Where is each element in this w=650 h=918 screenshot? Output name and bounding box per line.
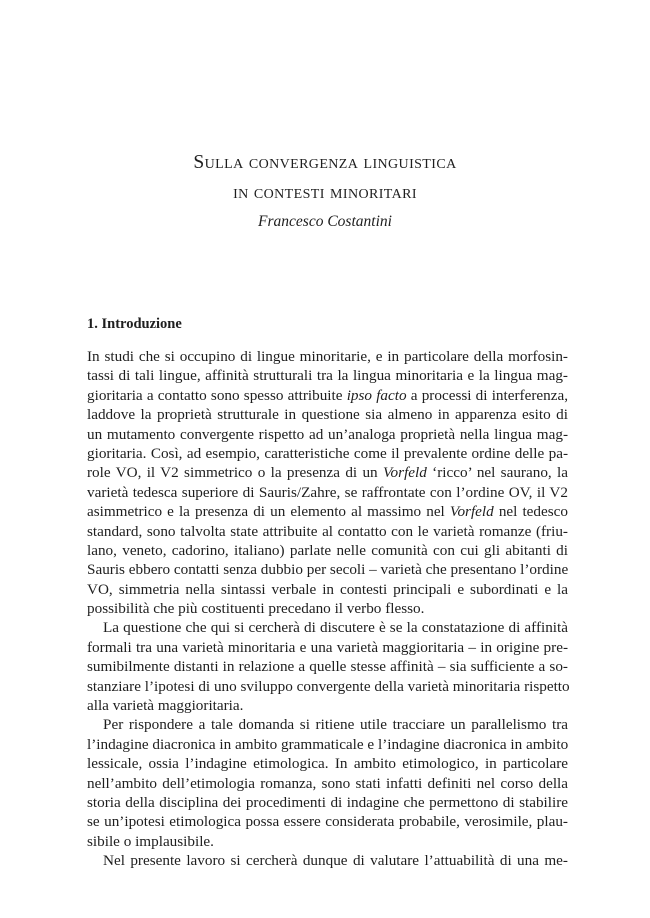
title-line-2: in contesti minoritari — [233, 182, 417, 203]
text-line: standard, sono talvolta state attribuite al contatto con le varietà romanze (friu- — [87, 522, 568, 540]
text-line: asimmetrico e la presenza di un elemento al massimo nel Vorfeld nel tedesco — [87, 503, 568, 521]
text-line: tassi di tali lingue, affinità strutturali tra la lingua minoritaria e la lingua mag- — [87, 367, 568, 385]
paragraph — [87, 715, 568, 851]
text-line: lessicale, ossia l’indagine etimologica. In ambito etimologico, in particolare — [87, 755, 568, 773]
italic-term: ipso facto — [346, 386, 407, 404]
paper-title — [0, 148, 650, 208]
text-line: Nel presente lavoro si cercherà dunque di valutare l’attuabilità di una me- — [103, 852, 568, 870]
text-line: lano, veneto, cadorino, italiano) parlate nelle comunità con cui gli abitanti di — [87, 541, 568, 559]
text-line: La questione che qui si cercherà di discutere è se la constatazione di affinità — [103, 619, 568, 637]
text-line: role VO, il V2 simmetrico o la presenza di un Vorfeld ‘ricco’ nel saurano, la — [87, 464, 568, 482]
text-line: gioritaria a contatto sono spesso attribuite ipso facto a processi di interferenza, — [87, 386, 568, 404]
text-line: un mutamento convergente rispetto ad un’analoga proprietà nella lingua mag- — [87, 425, 568, 443]
body-text — [87, 347, 568, 871]
text-line: In studi che si occupino di lingue minoritarie, e in particolare della morfosin- — [87, 348, 568, 365]
text-line: gioritaria. Così, ad esempio, caratteristiche come il prevalente ordine delle pa- — [87, 444, 568, 462]
text-line: storia della disciplina dei procedimenti di indagine che permettono di stabilire — [87, 793, 568, 811]
text-line: possibilità che più costituenti precedano il verbo flesso. — [87, 600, 425, 618]
text-line: sibile o implausibile. — [87, 832, 214, 850]
text-line: stanziare l’ipotesi di uno sviluppo convergente della varietà minoritaria rispetto — [87, 677, 570, 695]
text-line: Sauris ebbero contatti senza dubbio per secoli – varietà che presentano l’ordine — [87, 561, 569, 579]
text-line: se un’ipotesi etimologica possa essere considerata probabile, verosimile, plau- — [87, 813, 568, 831]
text-line: l’indagine diacronica in ambito grammaticale e l’indagine diacronica in ambito — [87, 735, 569, 753]
title-line-1: Sulla convergenza linguistica — [193, 152, 457, 173]
paragraph — [87, 851, 568, 870]
text-line: nell’ambito dell’etimologia romanza, sono stati infatti definiti nel corso della — [87, 774, 568, 792]
text-line: sumibilmente distanti in relazione a quelle stesse affinità – sia sufficiente a so- — [87, 658, 568, 676]
author-name: Francesco Costantini — [258, 213, 392, 230]
text-line: formali tra una varietà minoritaria e una varietà maggioritaria – in origine pre- — [87, 638, 568, 656]
italic-term: Vorfeld — [449, 503, 494, 521]
italic-term: Vorfeld — [382, 464, 427, 482]
text-line: alla varietà maggioritaria. — [87, 697, 244, 715]
text-line: varietà tedesca superiore di Sauris/Zahre, se raffrontate con l’ordine OV, il V2 — [87, 483, 568, 501]
text-line: laddove la proprietà strutturale in questione sia almeno in apparenza esito di — [87, 406, 568, 424]
paragraph — [87, 347, 568, 618]
text-line: VO, simmetria nella sintassi verbale in contesti principali e subordinati e la — [87, 580, 568, 598]
section-heading: 1. Introduzione — [87, 316, 182, 332]
paragraph — [87, 618, 568, 715]
text-line: Per rispondere a tale domanda si ritiene utile tracciare un parallelismo tra — [103, 716, 568, 734]
